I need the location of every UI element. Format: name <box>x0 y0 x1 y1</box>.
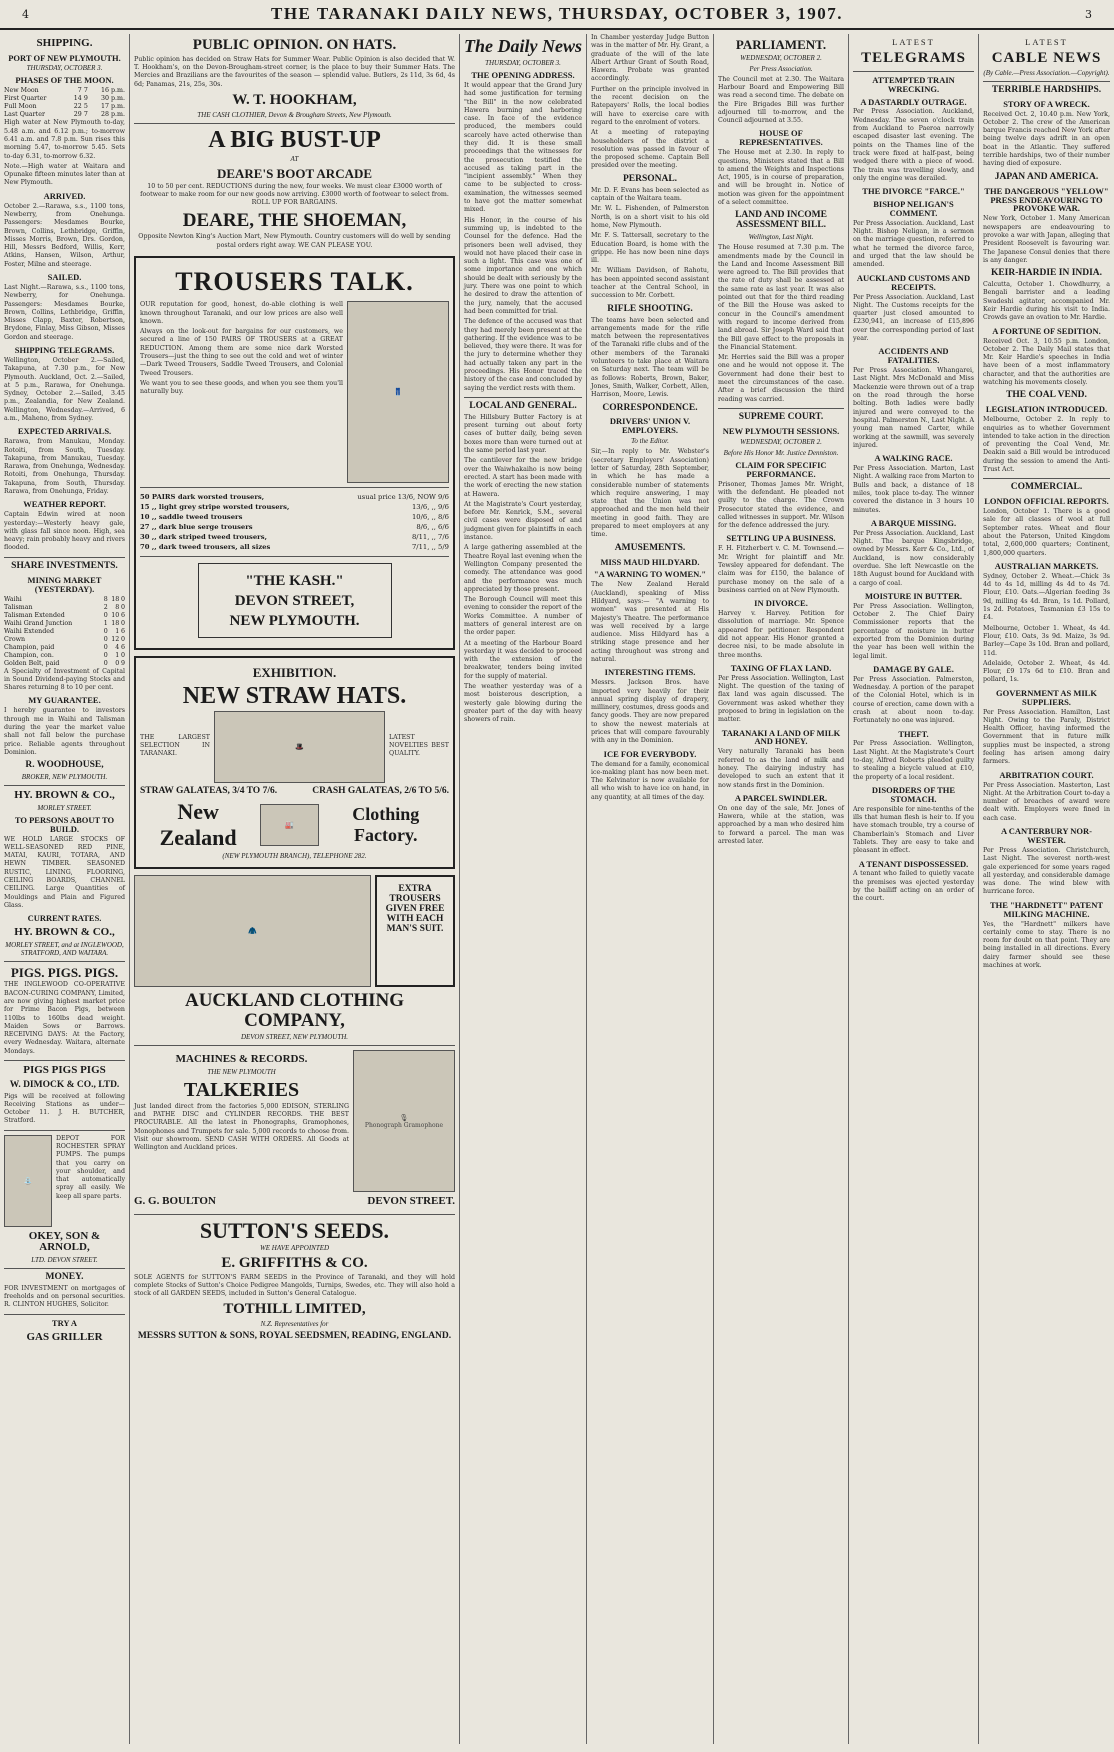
expected-heading: EXPECTED ARRIVALS. <box>17 426 112 437</box>
local-7: The weather yesterday was of a most boisterous description, a westerly gale blowing during the greater part of the day with heavy showers of rain. <box>464 683 582 724</box>
column-news <box>587 34 714 1744</box>
editorial-date: THURSDAY, OCTOBER 3. <box>485 59 561 67</box>
claim-heading: CLAIM FOR SPECIFIC PERFORMANCE. <box>735 459 827 479</box>
japan-text: New York, October 1. Many American newspapers are endeavouring to provoke a war with Japan, alleging that President Roosevelt is favouring war. The Japanese Consul denies that there is any danger. <box>983 215 1110 264</box>
moisture-heading: MOISTURE IN BUTTER. <box>864 590 963 601</box>
expected-text: Rarawa, from Manukau, Monday. Rotoiti, from South, Tuesday. Takapuna, from Manukau, Tuesday. Rarawa, from Onehunga, Wednesday. Rotoiti, from Onehunga, Thursday. Takapuna, from South, Thursday. Rarawa, from Onehunga, Friday. <box>4 438 125 496</box>
trousers-heading: TROUSERS TALK. <box>175 266 414 296</box>
price-row: 10 ,, saddle tweed trousers 10/6, ,, 8/6 <box>140 513 449 522</box>
share-row: Waihi 8 18 0 <box>4 595 125 603</box>
boulton-name: G. G. BOULTON <box>134 1195 216 1208</box>
japan-sub: THE DANGEROUS "YELLOW" PRESS ENDEAVOURING TO PROVOKE WAR. <box>984 185 1109 214</box>
arrived-heading: ARRIVED. <box>43 190 86 201</box>
kash-town: NEW PLYMOUTH. <box>229 612 360 629</box>
deare-name: DEARE, THE SHOEMAN, <box>182 210 407 232</box>
fortune-text: Received Oct. 3, 10.55 p.m. London, October 2. The Daily Mail states that Mr. Keir Hardie's speeches in India have been of a most inflammatory character, and that the authorities are watching his movements closely. <box>983 337 1110 387</box>
arbitration-text: Per Press Association. Masterton, Last Night. At the Arbitration Court to-day a number of breaches of award were dealt with. Employers were fined in each case. <box>983 781 1110 822</box>
column-shipping <box>0 34 130 1744</box>
london-text: London, October 1. There is a good sale for all classes of wool at full September rates. Wheat and flour about the Paterson, United Kingdom total, 2,600,000 quarters; Continent, 1,800,000 quarters. <box>983 508 1110 557</box>
extra-trousers-box <box>375 875 455 987</box>
tide-note: Note.—High water at Waitara and Opunake fifteen minutes later than at New Plymouth. <box>4 162 125 187</box>
deares-arcade: DEARE'S BOOT ARCADE <box>216 165 373 181</box>
column-parliament <box>714 34 849 1744</box>
bust-text: 10 to 50 per cent. REDUCTIONS during the new, four weeks. We must clear £3000 worth of footwear to make room for our new goods now arriving. £3000 worth of footwear to select from. ROLL UP FOR BARGAINS. <box>140 182 449 207</box>
milking-text: Yes, the "Hardnett" milkers have certainly come to stay. There is no room for doubt on that point. They are being installed in all directions. Every dairy farmer should see these machines at work. <box>983 920 1110 970</box>
settling-heading: SETTLING UP A BUSINESS. <box>726 533 836 544</box>
outrage-text: Per Press Association. Auckland, Wednesday. The seven o'clock train from Auckland to Paeroa narrowly escaped disaster last evening. The points on the Thames line of the track were fixed at half-past, being wedged there with a piece of wood. The train was travelling slowly, and only the engine was derailed. <box>853 108 974 182</box>
news-cont-3: At a meeting of ratepaying householders of the district a resolution was passed in favour of the proposed scheme. Captain Bell presided over the meeting. <box>591 129 709 170</box>
kash-name: "THE KASH." <box>245 573 344 590</box>
amusements-sub: MISS MAUD HILDYARD. <box>600 556 700 567</box>
daily-news-masthead: The Daily News <box>464 36 582 56</box>
price-row: 30 ,, dark striped tweed trousers, 8/11, ,, 7/6 <box>140 533 449 542</box>
public-opinion-heading: PUBLIC OPINION. ON HATS. <box>192 37 397 53</box>
tailored-suit-illustration: 🧥 <box>134 875 371 987</box>
news-cont-1: In Chamber yesterday Judge Button was in the matter of Mr. Hy. Grant, a graduate of the will of the late Albert Arthur Grant of South Road, Hawera. Probate was granted accordingly. <box>591 34 709 83</box>
house-text: The House met at 2.30. In reply to questions, Ministers stated that a Bill to amend the Weights and Inspections Act, 1905, is in course of preparation, and will be brought in. Notice of motion was given for the appointment of a select committee. <box>718 149 844 207</box>
moon-heading: PHASES OF THE MOON. <box>15 75 114 86</box>
newspaper-title: THE TARANAKI DAILY NEWS, THURSDAY, OCTOBER 3, 1907. <box>271 4 843 23</box>
customs-text: Per Press Association. Auckland, Last Night. The Customs receipts for the quarter just closed amounted to £230,941, an increase of £15,896 over the corresponding period of last year. <box>853 293 974 342</box>
woodhouse-sub: BROKER, NEW PLYMOUTH. <box>21 773 108 782</box>
column-advertisements <box>130 34 460 1744</box>
straw-right: LATEST NOVELTIES BEST QUALITY. <box>389 733 449 758</box>
milk-text: Per Press Association. Hamilton, Last Night. Owing to the Paraly, District Health Officer, having informed the Government that in future milk supplies must be inspected, a strong feeling has arisen among dairy farmers. <box>983 708 1110 766</box>
norwester-heading: A CANTERBURY NOR-WESTER. <box>1000 826 1092 845</box>
pigs-text: THE INGLEWOOD CO-OPERATIVE BACON-CURING COMPANY, Limited, are now giving highest market price for Prime Bacon Pigs, between 110lbs to 160lbs dead weight. Maiden Sows or Barrows. RECEIVING DAYS: At the Factory, every Wednesday. Waitara, alternate Mondays. <box>4 981 125 1055</box>
supreme-heading: SUPREME COURT. <box>738 411 824 422</box>
rifle-text: The teams have been selected and arrangements made for the rifle match between the representatives of the Taranaki rifle clubs and of the other members of the Taranaki volunteers to take place at Waitara on Saturday next. The team will be as follows: Roberts, Brown, Baker, Jones, Smith, Walker, Corbett, Allen, Harrison, Moore, Lewis. <box>591 316 709 399</box>
exhibition-heading: EXHIBITION. <box>252 665 337 681</box>
auckland-clothing-heading: AUCKLAND CLOTHING COMPANY, <box>184 990 405 1032</box>
page-number-right: 3 <box>1085 7 1092 21</box>
parliament-heading: PARLIAMENT. <box>735 37 827 52</box>
share-row: Champion, con. 0 1 0 <box>4 651 125 659</box>
parcel-text: On one day of the sale, Mr. Jones of Hawera, while at the station, was approached by a man who desired him to forward a parcel. The man was arrested later. <box>718 804 844 845</box>
damage-heading: DAMAGE BY GALE. <box>873 663 954 674</box>
trousers-ad <box>134 256 455 651</box>
machines-heading: MACHINES & RECORDS. <box>175 1053 308 1066</box>
brown-sub: MORLEY STREET. <box>37 803 92 812</box>
dimock-text: Pigs will be received at following Receiving Stations as under—October 11. J. H. BUTCHER, Stratford. <box>4 1092 125 1125</box>
customs-heading: AUCKLAND CUSTOMS AND RECEIPTS. <box>856 272 971 292</box>
hardie-heading: KEIR-HARDIE IN INDIA. <box>990 268 1103 279</box>
local-heading: LOCAL AND GENERAL. <box>469 400 577 411</box>
griffiths-name: E. GRIFFITHS & CO. <box>221 1254 368 1271</box>
tothill-sub: N.Z. Representatives for <box>260 1320 329 1329</box>
tenant-heading: A TENANT DISPOSSESSED. <box>858 858 969 869</box>
divorce-text: Harvey v. Harvey. Petition for dissolution of marriage. Mr. Spence appeared for petitioner. Respondent did not appear. His Honor granted a decree nisi, to be made absolute in three months. <box>718 610 844 659</box>
correspondence-text: Sir,—In reply to Mr. Webster's (secretary Employers' Association) letter of Saturday, 28th September, in which he has made a considerable number of statements which require answering, I may state that the Union was not approached and the men held their meeting in good faith. They are prepared to meet employers at any time. <box>591 448 709 539</box>
price-row: 70 ,, dark tweed trousers, all sizes 7/11, ,, 5/9 <box>140 543 449 552</box>
dimock-heading: PIGS PIGS PIGS <box>23 1063 106 1076</box>
bust-up-heading: A BIG BUST-UP <box>208 126 381 153</box>
ice-heading: ICE FOR EVERYBODY. <box>603 748 697 759</box>
try-text: TRY A <box>51 1317 78 1328</box>
arrived-text: October 2.—Rarawa, s.s., 1100 tons, Newberry, from Onehunga. Passengers: Mesdames Bourke, Brown, Collins, Lethbridge, Griffin, Misses Morris, Brown, Drs. Gordon, Hill, Messrs Bedford, Willis, Kerr, Atkins, Hansen, Wilson, Arthur, Foster, Milne and steerage. <box>4 202 125 268</box>
walking-text: Per Press Association. Marton, Last Night. A walking race from Marton to Bulls and back, a distance of 18 miles, took place to-day. The winner covered the distance in 3 hours 10 minutes. <box>853 465 974 514</box>
rifle-heading: RIFLE SHOOTING. <box>607 303 693 314</box>
column-editorial <box>460 34 587 1744</box>
column-telegrams <box>849 34 979 1744</box>
price-row: 50 PAIRS dark worsted trousers, usual price 13/6, NOW 9/6 <box>140 493 449 502</box>
japan-heading: JAPAN AND AMERICA. <box>994 171 1099 182</box>
moon-row: Last Quarter 29 7 28 p.m. <box>4 111 125 119</box>
land-heading: LAND AND INCOME ASSESSMENT BILL. <box>735 210 827 231</box>
okey-name: OKEY, SON & ARNOLD, <box>28 1229 101 1254</box>
hardships-heading: TERRIBLE HARDSHIPS. <box>991 84 1102 95</box>
sutton-appointed: WE HAVE APPOINTED <box>259 1243 330 1252</box>
local-2: The cantilever for the new bridge over the Waiwhakaiho is now being erected. A start has been made with the work of erecting the new station at Hawera. <box>464 457 582 498</box>
moon-row: New Moon 7 7 16 p.m. <box>4 87 125 95</box>
norwester-text: Per Press Association. Christchurch, Last Night. The severest north-west gale experienced for some years raged all yesterday, and considerable damage was done. The wind blew with hurricane force. <box>983 846 1110 896</box>
land-text: The House resumed at 7.30 p.m. The amendments made by the Council in the Land and Income Assessment Bill were agreed to. The Bill provides that the rate of duty shall be assessed at the same rate as last year. It was also pointed out that for the third reading of the Bill the House was asked to concur in the Council's amendment with regard to income derived from land abroad. Sir Joseph Ward said that the Bill gave effect to the proposals in the Financial Statement. <box>718 244 844 351</box>
moisture-text: Per Press Association. Wellington, October 2. The Chief Dairy Commissioner reports that the percentage of moisture in butter exported from the Dominion during the year has been well within the legal limit. <box>853 602 974 660</box>
personal-4: Mr. William Davidson, of Rahotu, has been appointed second assistant teacher at the Central School, in succession to Mr. Corbett. <box>591 267 709 300</box>
tenant-text: A tenant who failed to quietly vacate the premises was ejected yesterday by the bailiff acting on an order of the court. <box>853 870 974 903</box>
claim-text: Prisoner, Thomas James Mr. Wright, with the defendant. He pleaded not guilty to the charge. The Crown Prosecutor stated the evidence, and called witnesses in support. Mr. Wilson for the defence addressed the jury. <box>718 480 844 530</box>
editorial-para-1: It would appear that the Grand Jury had some justification for terming "the Bill" in the now celebrated Hawera burning and harboring case. In face of the evidence produced, the members could scarcely have acted otherwise than they did. It is these small proceedings that the witnesses for the prosecution testified the accused as taking part in the "incipient assembly." When they came to be subjected to cross-examination, the witnesses seemed to have got the matter somewhat mixed. <box>464 81 582 214</box>
trousers-text-2: Always on the look-out for bargains for our customers, we secured a line of 150 PAIRS OF TROUSERS at a GREAT REDUCTION. Among them are some nice dark Worsted Trousers—just the thing to see out the cold and wet of winter—Dark Tweed Trousers, Saddle Tweed Trousers, and Colonial Tweed Trousers. <box>140 328 343 377</box>
share-row: Waihi Grand Junction 1 18 0 <box>4 619 125 627</box>
new-zealand-text: New Zealand <box>159 799 237 851</box>
accidents-text: Per Press Association. Whangarei, Last Night. Mrs McDonald and Miss Mackenzie were thrown out of a trap on the road through the horse bolting. Both ladies were badly injured and were conveyed to the hospital. Palmerston N., Last Night. A young man named Carter, while working at the sawmill, was severely injured. <box>853 367 974 449</box>
tide-text: High water at New Plymouth to-day, 5.48 a.m. and 6.12 p.m.; to-morrow 6.41 a.m. and 7.8 p.m. Sun rises this morning 5.47, to-morrow 5.45. Sets to-day 6.31, to-morrow 6.32. <box>4 119 125 160</box>
weather-heading: WEATHER REPORT. <box>23 499 106 510</box>
coal-text: Melbourne, October 2. In reply to enquiries as to whether Government intended to take action in the direction of preventing the Coal Vend, Mr. Deakin said a Bill would be introduced during the session to amend the Anti-Trust Act. <box>983 416 1110 473</box>
straw-hats-ad <box>134 656 455 869</box>
share-row: Crown 0 12 0 <box>4 635 125 643</box>
deare-sub: Opposite Newton King's Auction Mart, New Plymouth. Country customers will do well by sending postal orders right away. WE CAN PLEASE YOU. <box>138 233 451 249</box>
supreme-date: WEDNESDAY, OCTOBER 2. <box>740 437 822 446</box>
stomach-heading: DISORDERS OF THE STOMACH. <box>871 784 956 804</box>
portrait-caption: Phonograph Gramophone <box>364 1121 444 1129</box>
straw-hats-heading: NEW STRAW HATS. <box>182 683 407 710</box>
supreme-before: Before His Honor Mr. Justice Denniston. <box>723 448 839 457</box>
parliament-text: The Council met at 2.30. The Waitara Harbour Board and Empowering Bill was read a second time. The debate on the Fire Brigades Bill was further adjourned till to-morrow, and the Council adjourned at 3.55. <box>718 75 844 125</box>
port-heading: PORT OF NEW PLYMOUTH. <box>8 52 121 63</box>
amusements-text: The New Zealand Herald (Auckland), speaking of Miss Hildyard, says:— "A warning to women" was presented at His Majesty's Theatre. The performance was well received by a large audience. Miss Hildyard has a striking stage presence and her acting throughout was strong and natural. <box>591 581 709 664</box>
interesting-heading: INTERESTING ITEMS. <box>604 667 696 678</box>
interesting-text: Messrs. Jackson Bros. have imported very heavily for their annual spring display of drapery, millinery, costumes, dress goods and fancy goods. They are now prepared to show the newest materials at prices that will compare favourably with any in the Dominion. <box>591 679 709 745</box>
stomach-text: Are responsible for nine-tenths of the ills that human flesh is heir to. If you have stomach trouble, try a course of Chamberlain's Stomach and Liver Tablets. They are easy to take and pleasant in effect. <box>853 805 974 855</box>
outrage-heading: A DASTARDLY OUTRAGE. <box>860 96 967 107</box>
talkeries-heading: TALKERIES <box>183 1078 300 1101</box>
personal-2: Mr. W. L. Fishenden, of Palmerston North, is on a short visit to his old home, New Plymouth. <box>591 205 709 229</box>
talkeries-sub: THE NEW PLYMOUTH <box>207 1067 276 1076</box>
damage-text: Per Press Association. Palmerston, Wednesday. A portion of the parapet of the Colonial Hotel, which is in course of erection, came down with a crash at about noon to-day. Fortunately no one was injured. <box>853 675 974 725</box>
woodhouse-name: R. WOODHOUSE, <box>25 760 104 771</box>
column-cable-news <box>979 34 1114 1744</box>
public-opinion-text: Public opinion has decided on Straw Hats for Summer Wear. Public Opinion is also decided that W. T. Hookham's, on the Devon-Brougham-street corner, is the place to buy their Summer Hats. The Mercies and Brazilians are the favourites of the season — splendid value. Butlers, 2s 11d, 3s 6d, 4s 6d; Panamas, 21s, 25s, 30s. <box>134 55 455 88</box>
shipping-date: THURSDAY, OCTOBER 3. <box>26 64 103 73</box>
milk-honey-heading: TARANAKI A LAND OF MILK AND HONEY. <box>721 727 841 747</box>
house-heading: HOUSE OF REPRESENTATIVES. <box>739 128 823 148</box>
bishop-heading: BISHOP NELIGAN'S COMMENT. <box>873 199 954 218</box>
moon-row: First Quarter 14 9 30 p.m. <box>4 95 125 103</box>
guarantee-heading: MY GUARANTEE. <box>28 695 101 706</box>
local-1: The Hillsbury Butter Factory is at present turning out about forty cases of butter daily, being seven boxes more than were turned out at the same period last year. <box>464 413 582 455</box>
sutton-text: SOLE AGENTS for SUTTON'S FARM SEEDS in the Province of Taranaki, and they will hold complete Stocks of Sutton's Choice Pedigree Mangolds, Turnips, Swedes, etc. They will also hold a stock of all GARDEN SEEDS, included in Sutton's General Catalogue. <box>134 1273 455 1298</box>
mining-heading: MINING MARKET (YESTERDAY). <box>27 574 102 594</box>
amusements-heading: AMUSEMENTS. <box>614 542 686 553</box>
correspondence-to: To the Editor. <box>631 437 669 446</box>
shipping-telegrams-text: Wellington, October 2.—Sailed, Takapuna, at 7.30 p.m., for New Plymouth. Auckland, Oct. 2.—Sailed, at 5 p.m., Rarawa, for Onehunga. Sydney, October 2.—Sailed, 3.45 p.m., Zealandia, for New Zealand. Wellington, Wednesday.—Arrived, 6 a.m., Maheno, from Sydney. <box>4 356 125 423</box>
kash-box <box>198 563 392 638</box>
editorial-para-2: His Honor, in the course of his summing up, is indebted to the Counsel for the defence. Had the prisoners been well advised, they would not have placed their case in such a light. This case was one of some importance and one which should be dealt with seriously by the jury. There was one point to which he desired to draw the attention of the jury, namely, that the accused had been committed for trial. <box>464 216 582 315</box>
brown-text: WE HOLD LARGE STOCKS OF WELL-SEASONED RED PINE, MATAI, KAURI, TOTARA, AND HEWN TIMBER. SEASONED RUSTIC, LINING, FLOORING, CEILING BOARDS, CHANNEL CEILING. Large Quantities of Mouldings and Plain and Figured Glass. <box>4 835 125 909</box>
share-row: Champion, paid 0 4 6 <box>4 643 125 651</box>
theft-heading: THEFT. <box>898 728 929 739</box>
taxing-text: Per Press Association. Wellington, Last Night. The question of the taxing of flax land was again discussed. The Government was asked whether they proposed to bring in legislation on the matter. <box>718 674 844 724</box>
crash-galateas: CRASH GALATEAS, 2/6 TO 5/6. <box>312 786 449 797</box>
depot-text: DEPOT FOR ROCHESTER SPRAY PUMPS. The pumps that you carry on your shoulder, and that automatically spray all easily. We keep all spare parts. <box>56 1134 125 1200</box>
trousers-text-1: OUR reputation for good, honest, do-able clothing is well known throughout Taranaki, and our low prices are also well known. <box>140 301 343 325</box>
land-text-2: Mr. Herries said the Bill was a proper one and he would not oppose it. The Government had done their best to meet the circumstances of the case. After a brief discussion the third reading was carried. <box>718 354 844 403</box>
guarantee-text: I hereby guarantee to investors through me in Waihi and Talisman during the year the market value shall not fall below the purchase price. Reliable agents throughout Dominion. <box>4 707 125 756</box>
melbourne-text: Melbourne, October 1. Wheat, 4s 4d. Flour, £10. Oats, 3s 9d. Maize, 3s 9d. Barley—Cape 3s 10d. Bran and pollard, 11d. <box>983 624 1110 657</box>
man-in-trousers-illustration: 👖 <box>347 301 449 483</box>
shipping-telegrams-heading: SHIPPING TELEGRAMS. <box>14 345 115 356</box>
extra-trousers-text: EXTRA TROUSERS GIVEN FREE WITH EACH MAN'S SUIT. <box>385 884 445 935</box>
moon-row: Full Moon 22 5 17 p.m. <box>4 103 125 111</box>
brown-sub-2: MORLEY STREET, and at INGLEWOOD, STRATFORD, AND WAITARA. <box>5 940 124 957</box>
sailed-text: Last Night.—Rarawa, s.s., 1100 tons, Newberry, for Onehunga. Passengers: Mesdames Bourke, Brown, Collins, Lethbridge, Griffin, Misses Clapp, Baxter, Robertson, Brydone, Finlay, Miss Gibson, Misses Gordon and steerage. <box>4 283 125 341</box>
share-table <box>4 596 125 668</box>
parliament-date: WEDNESDAY, OCTOBER 2. <box>740 53 822 62</box>
local-5: The Borough Council will meet this evening to consider the report of the Works Committee. A number of matters of general interest are on the order paper. <box>464 596 582 637</box>
money-text: FOR INVESTMENT on mortgages of freeholds and on personal securities. R. CLINTON HUGHES, Solicitor. <box>4 1284 125 1309</box>
spray-pump-illustration: ⛲ <box>4 1135 52 1227</box>
amusements-sub-2: "A WARNING TO WOMEN." <box>593 569 707 580</box>
phonograph-portrait-illustration: 🎙 Phonograph Gramophone <box>353 1050 455 1192</box>
barque-heading: A BARQUE MISSING. <box>870 517 957 528</box>
editorial-para-3: The defence of the accused was that they had merely been present at the gathering. If the evidence was to be believed, they were there. It was for the jury to determine whether they had actually taken any part in the proceedings. His Honor traced the history of the case and concluded by saying the verdict rests with them. <box>464 318 582 392</box>
share-note: A Specialty of Investment of Capital in Sound Dividend-paying Stocks and Shares returning 8 to 10 per cent. <box>4 667 125 692</box>
weather-text: Captain Edwin wired at noon yesterday:—Westerly heavy gale, with glass fall since noon. High, sea heavy; rain probably heavy and rivers flooded. <box>4 511 125 552</box>
money-heading: MONEY. <box>45 1271 84 1282</box>
london-heading: LONDON OFFICIAL REPORTS. <box>984 496 1109 507</box>
branch-text: (NEW PLYMOUTH BRANCH), TELEPHONE 282. <box>222 852 367 861</box>
local-3: At the Magistrate's Court yesterday, before Mr. Kenrick, S.M., several civil cases were disposed of and judgment given for plaintiffs in each instance. <box>464 500 582 542</box>
local-6: At a meeting of the Harbour Board yesterday it was decided to proceed with the extension of the breakwater, tenders being invited for the supply of material. <box>464 639 582 680</box>
land-place: Wellington, Last Night. <box>748 233 814 242</box>
personal-1: Mr. D. F. Evans has been selected as captain of the Waitara team. <box>591 186 709 203</box>
trousers-price-list <box>140 492 449 552</box>
straw-left: THE LARGEST SELECTION IN TARANAKI. <box>140 733 210 758</box>
fortune-heading: A FORTUNE OF SEDITION. <box>992 325 1101 336</box>
sailed-heading: SAILED. <box>47 272 82 283</box>
accidents-heading: ACCIDENTS AND FATALITIES. <box>878 346 949 366</box>
share-row: Talisman Extended 0 10 6 <box>4 611 125 619</box>
telegrams-heading: TELEGRAMS <box>861 49 966 66</box>
talkeries-text: Just landed direct from the factories 5,000 EDISON, STERLING and PATHE DISC and CYLINDER RECORDS. THE BEST PROCURABLE. All the latest in Phonographs, Gramophones, Monophones and Trumpets for sale. 5,000 records to choose from. Visit our showroom. SEND CASH WITH ORDERS. All Goods at Wellington and Auckland prices. <box>134 1102 349 1152</box>
milk-honey-text: Very naturally Taranaki has been referred to as the land of milk and honey. The dairying industry has developed to such an extent that it now stands first in the Dominion. <box>718 748 844 789</box>
latest-cable-label: LATEST <box>1025 37 1068 47</box>
kash-street: DEVON STREET, <box>234 592 355 609</box>
share-row: Waihi Extended 0 1 6 <box>4 627 125 635</box>
barque-text: Per Press Association. Auckland, Last Night. The barque Kingsbridge, owned by Messrs. Kerr & Co., Ltd., of Auckland, is now considerably overdue. She left Newcastle on the 18th August bound for Auckland with a cargo of coal. <box>853 529 974 587</box>
price-row: 27 ,, dark blue serge trousers 8/6, ,, 6/6 <box>140 523 449 532</box>
milking-heading: THE "HARDNETT" PATENT MILKING MACHINE. <box>989 899 1104 919</box>
dimock-name: W. DIMOCK & CO., LTD. <box>9 1079 120 1090</box>
share-row: Golden Belt, paid 0 0 9 <box>4 659 125 667</box>
arbitration-heading: ARBITRATION COURT. <box>999 769 1094 780</box>
suttons-seeds-heading: SUTTON'S SEEDS. <box>199 1217 390 1243</box>
commercial-heading: COMMERCIAL. <box>1010 482 1083 493</box>
okey-sub: LTD. DEVON STREET. <box>31 1255 98 1264</box>
masthead <box>0 0 1114 30</box>
factory-logo: 🏭 <box>260 804 318 846</box>
milk-heading: GOVERNMENT AS MILK SUPPLIERS. <box>996 687 1097 707</box>
hardships-sub: STORY OF A WRECK. <box>1003 98 1090 109</box>
shipping-heading: SHIPPING. <box>36 37 93 49</box>
per-press-association: Per Press Association. <box>749 64 813 73</box>
straw-galateas: STRAW GALATEAS, 3/4 TO 7/6. <box>140 786 278 797</box>
personal-heading: PERSONAL. <box>622 173 678 184</box>
share-heading: SHARE INVESTMENTS. <box>11 560 118 571</box>
current-rates: CURRENT RATES. <box>27 913 102 924</box>
news-cont-2: Further on the principle involved in the recent decision on the Ratepayers' Rolls, the local bodies will have to exercise care with regard to the enrolment of voters. <box>591 85 709 126</box>
local-4: A large gathering assembled at the Theatre Royal last evening when the Wellington Company presented the comedy. The attendance was good and the performance was much appreciated by those present. <box>464 544 582 593</box>
hookham-name: W. T. HOOKHAM, <box>232 91 357 108</box>
trousers-text-3: We want you to see these goods, and when you see them you'll naturally buy. <box>140 379 343 396</box>
parcel-heading: A PARCEL SWINDLER. <box>734 792 828 803</box>
tothill-name: TOTHILL LIMITED, <box>223 1301 366 1318</box>
personal-3: Mr. F. S. Tattersall, secretary to the Education Board, is home with the grippe. He has now been nine days ill. <box>591 232 709 265</box>
moon-table <box>4 87 125 119</box>
devon-street: DEVON STREET. <box>367 1195 455 1208</box>
australian-heading: AUSTRALIAN MARKETS. <box>994 560 1099 571</box>
correspondence-heading: CORRESPONDENCE. <box>602 402 698 413</box>
hookham-sub: THE CASH CLOTHIER, Devon & Brougham Streets, New Plymouth. <box>197 110 392 119</box>
pigs-heading: PIGS. PIGS. PIGS. <box>10 964 119 980</box>
share-row: Talisman 2 8 0 <box>4 603 125 611</box>
page-number-left: 4 <box>22 7 29 21</box>
clothing-factory-text: Clothing Factory. <box>352 804 420 846</box>
cable-news-heading: CABLE NEWS <box>991 49 1102 66</box>
straw-hat-illustration: 🎩 <box>214 711 385 783</box>
sydney-text: Sydney, October 2. Wheat.—Chick 3s 4d to 4s 1d, milling 4s 4d to 4s 7d. Flour, £10. Oats.—Algerian feeding 3s 9d, milling 4s 4d. Bran, 1s 1d. Pollard, 1s 2d. Potatoes, Tasmanian £3 15s to £4. <box>983 572 1110 622</box>
coal-heading: THE COAL VEND. <box>1006 390 1087 401</box>
gas-griller: GAS GRILLER <box>26 1330 103 1343</box>
supreme-sub: NEW PLYMOUTH SESSIONS. <box>722 425 840 436</box>
ice-text: The demand for a family, economical ice-making plant has now been met. The Kelvinator is now available for all who wish to have ice on hand, in any quantity, at all times of the day. <box>591 760 709 801</box>
brown-to: TO PERSONS ABOUT TO BUILD. <box>14 814 115 834</box>
divorce-farce-heading: THE DIVORCE "FARCE." <box>862 186 965 197</box>
wrecking-heading: ATTEMPTED TRAIN WRECKING. <box>872 74 955 94</box>
walking-heading: A WALKING RACE. <box>874 453 953 464</box>
taxing-heading: TAXING OF FLAX LAND. <box>730 662 832 673</box>
price-row: 15 ,, light grey stripe worsted trousers, 13/6, ,, 9/6 <box>140 503 449 512</box>
bust-at: AT <box>290 154 299 163</box>
brown-heading: HY. BROWN & CO., <box>14 789 115 802</box>
settling-text: F. H. Fitzherbert v. C. M. Townsend.—Mr. Wright for plaintiff and Mr. Tewsley appeared for defendant. The claim was for £150, the balance of purchase money on the sale of a business carried on at New Plymouth. <box>718 545 844 594</box>
auckland-clothing-sub: DEVON STREET, NEW PLYMOUTH. <box>240 1033 349 1042</box>
hardships-text: Received Oct. 2, 10.40 p.m. New York, October 2. The crew of the American barque Francis reached New York after being twelve days adrift in an open boat in the Atlantic. They suffered terrible hardships, two of their number having died of exposure. <box>983 110 1110 168</box>
sutton-royal: MESSRS SUTTON & SONS, ROYAL SEEDSMEN, READING, ENGLAND. <box>137 1331 452 1342</box>
brown-heading-2: HY. BROWN & CO., <box>14 926 115 939</box>
cable-sub: (By Cable.—Press Association.—Copyright). <box>983 68 1110 77</box>
bishop-text: Per Press Association. Auckland, Last Night. Bishop Neligan, in a sermon on the marriage question, referred to what he termed the divorce farce, and urged that the law should be amended. <box>853 219 974 269</box>
coal-sub: LEGISLATION INTRODUCED. <box>985 404 1108 415</box>
latest-label: LATEST <box>892 37 935 47</box>
divorce-heading: IN DIVORCE. <box>754 598 808 609</box>
hardie-text: Calcutta, October 1. Chowdhurry, a Bengali barrister and a leading Swadeshi agitator, accompanied Mr. Keir Hardie during his visit to India. Crowds gave an ovation to Mr. Hardie. <box>983 281 1110 322</box>
theft-text: Per Press Association. Wellington, Last Night. At the Magistrate's Court to-day, Alfred Roberts pleaded guilty to stealing a bicycle valued at £10, the property of a local resident. <box>853 740 974 781</box>
adelaide-text: Adelaide, October 2. Wheat, 4s 4d. Flour, £9 17s 6d to £10. Bran and pollard, 1s. <box>983 659 1110 684</box>
correspondence-sub: DRIVERS' UNION V. EMPLOYERS. <box>609 416 691 436</box>
opening-heading: THE OPENING ADDRESS. <box>471 70 575 80</box>
